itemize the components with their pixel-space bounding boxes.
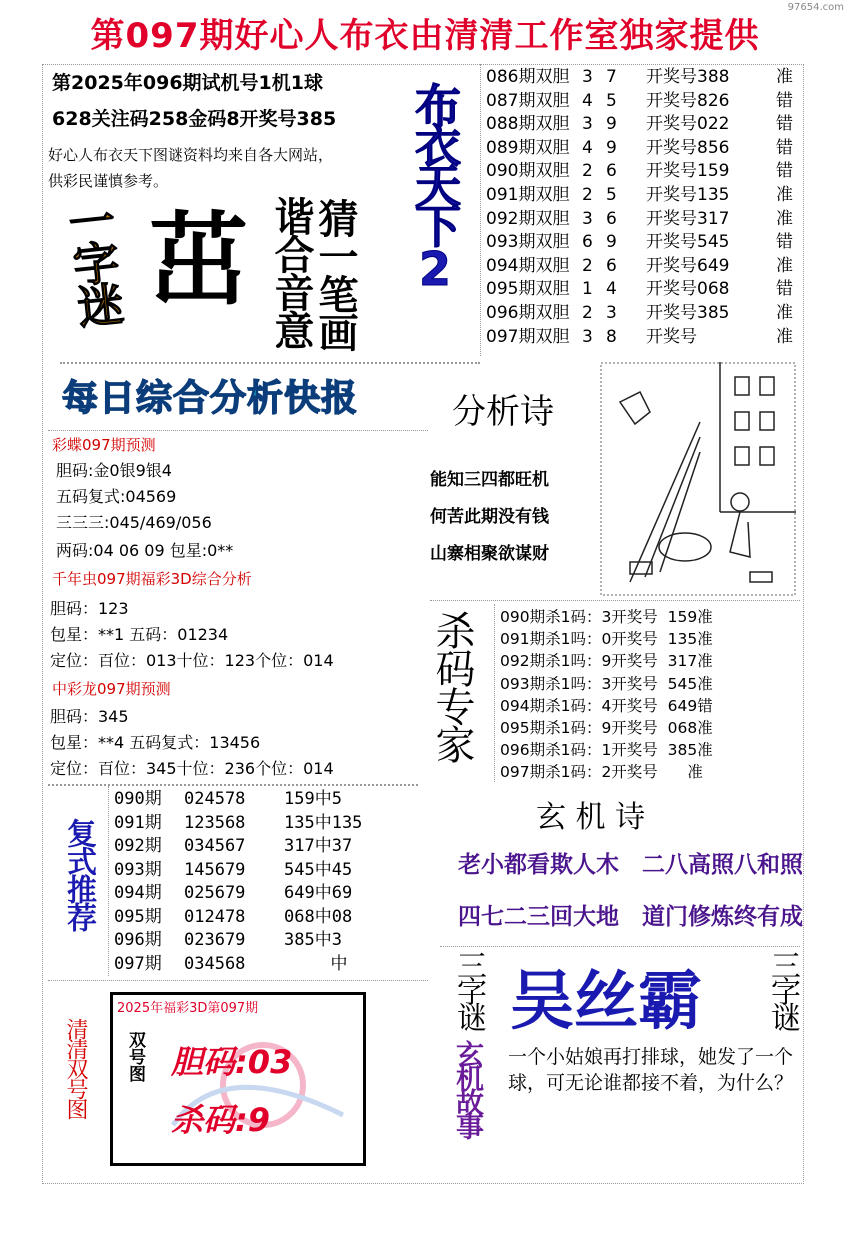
kill-label: 杀码专家 [429,610,475,762]
double-dan-draw: 开奖号856 [646,137,730,158]
qnc-line-2: 包星：**1 五码：01234 [50,625,229,644]
story-text: 一个小姑娘再打排球，她发了一个球，可无论谁都接不着，为什么？ [508,1046,794,1094]
qnc-line-3: 定位：百位：013十位：123个位：014 [50,651,334,670]
xuanji-line-2b: 道门修炼终有成 [642,904,803,930]
zcl-line-1: 胆码：345 [50,707,129,726]
fushi-r: 068中08 [284,906,353,927]
double-dan-period: 092期双胆 [486,208,570,229]
double-dan-row [486,160,796,184]
page-title: 第097期好心人布衣由清清工作室独家提供 [90,16,760,56]
poem-line: 能知三四都旺机 [430,470,549,490]
double-dan-result: 错 [776,90,793,111]
double-dan-draw: 开奖号022 [646,114,730,135]
double-dan-d2: 5 [606,184,617,205]
double-dan-d2: 6 [606,161,617,182]
riddle-left-label: 一字迷 [59,195,127,327]
double-dan-result: 错 [776,232,793,253]
kill-row: 093期杀1吗：3开奖号 545准 [500,674,713,693]
zcl-line-2: 包星：**4 五码复式：13456 [50,733,261,752]
trial-line-1: 第2025年096期试机号1机1球 [52,72,323,94]
xuanji-line-1b: 二八高照八和照 [642,852,803,878]
double-dan-table [486,66,796,349]
fushi-n: 145679 [184,859,246,880]
double-dan-draw: 开奖号317 [646,208,730,229]
xuanji-title: 玄 机 诗 [536,800,646,835]
double-dan-d2: 9 [606,137,617,158]
qingqing-box-title: 2025年福彩3D第097期 [117,1001,259,1016]
double-dan-d2: 6 [606,208,617,229]
fushi-p: 095期 [114,906,162,927]
farm-illustration [600,362,796,596]
double-dan-row [486,278,796,302]
xuanji-line-2a: 四七二三回大地 [458,904,619,930]
kill-row: 097期杀1码：2开奖号 准 [500,763,703,782]
double-dan-d1: 6 [582,232,593,253]
double-dan-d1: 1 [582,279,593,300]
double-dan-draw: 开奖号135 [646,184,730,205]
kill-row: 096期杀1码：1开奖号 385准 [500,741,713,760]
double-dan-draw: 开奖号 [646,326,697,347]
zcl-title: 中彩龙097期预测 [52,680,171,698]
fushi-p: 090期 [114,789,162,809]
sanzi-main: 吴丝霸 [510,964,702,1039]
double-dan-period: 094期双胆 [486,255,570,276]
double-dan-result: 准 [776,184,793,205]
double-dan-d1: 4 [582,137,593,158]
fushi-n: 034567 [184,836,246,856]
kill-row: 091期杀1吗：0开奖号 135准 [500,630,713,649]
double-dan-draw: 开奖号649 [646,255,730,276]
fushi-n: 024578 [184,789,246,809]
trial-note-2: 供彩民谨慎参考。 [48,172,169,190]
double-dan-d1: 3 [582,326,593,347]
double-dan-period: 089期双胆 [486,137,570,158]
qingqing-side-label: 双号图 [125,1031,145,1082]
double-dan-d1: 2 [582,184,593,205]
fushi-r: 中 [330,953,348,974]
fushi-p: 091期 [114,812,162,833]
xuanji-line-1a: 老小都看欺人木 [458,852,619,878]
double-dan-d1: 2 [582,161,593,182]
trial-line-2: 628关注码258金码8开奖号385 [52,108,337,130]
double-dan-draw: 开奖号068 [646,279,730,300]
double-dan-draw: 开奖号159 [646,161,730,182]
fushi-row [114,812,394,836]
fushi-p: 094期 [114,883,162,903]
caidie-line-2: 五码复式:04569 [56,487,177,506]
double-dan-row [486,231,796,255]
double-dan-draw: 开奖号385 [646,302,730,323]
kill-table [500,606,713,784]
poem-lines [430,462,549,573]
riddle-main-char: 茁 [148,201,248,319]
double-dan-period: 086期双胆 [486,67,570,87]
fushi-n: 123568 [184,812,246,833]
riddle-right-col-1: 猜一笔画 [312,198,358,350]
double-dan-d1: 3 [582,114,593,135]
double-dan-d1: 2 [582,302,593,323]
double-dan-d2: 5 [606,90,617,111]
double-dan-row [486,255,796,279]
qnc-title: 千年虫097期福彩3D综合分析 [52,570,252,588]
poem-line: 山寨相聚欲谋财 [430,544,549,564]
double-dan-d1: 3 [582,67,593,87]
double-dan-draw: 开奖号388 [646,67,730,87]
fushi-row [114,835,394,859]
double-dan-row [486,137,796,161]
double-dan-result: 错 [776,114,793,135]
double-dan-result: 错 [776,137,793,158]
double-dan-period: 097期双胆 [486,326,570,347]
double-dan-row [486,90,796,114]
double-dan-d2: 6 [606,255,617,276]
daily-report-title: 每日综合分析快报 [62,378,359,419]
fushi-n: 012478 [184,906,246,927]
kill-row: 095期杀1码：9开奖号 068准 [500,719,713,738]
kill-row: 092期杀1吗：9开奖号 317准 [500,652,713,671]
double-dan-d2: 9 [606,114,617,135]
double-dan-result: 准 [776,208,793,229]
double-dan-result: 错 [776,279,793,300]
kill-row: 090期杀1码：3开奖号 159准 [500,608,713,626]
double-dan-period: 096期双胆 [486,302,570,323]
fushi-p: 097期 [114,953,162,974]
double-dan-result: 准 [776,67,793,87]
sanzi-right-label: 三字谜 [765,950,800,1028]
fushi-p: 093期 [114,859,162,880]
brand-title: 布衣天下2 [408,82,462,290]
double-dan-d1: 3 [582,208,593,229]
qingqing-box [110,992,366,1166]
caidie-title: 彩蝶097期预测 [52,436,156,454]
fushi-r: 159中5 [284,789,342,809]
fushi-table [114,788,394,976]
trial-note-1: 好心人布衣天下图谜资料均来自各大网站， [48,146,334,164]
double-dan-period: 088期双胆 [486,114,570,135]
double-dan-row [486,113,796,137]
double-dan-result: 错 [776,161,793,182]
fushi-r: 385中3 [284,930,342,950]
double-dan-d2: 9 [606,232,617,253]
double-dan-result: 准 [776,302,793,323]
fushi-r: 317中37 [284,836,353,856]
qingqing-label: 清清双号图 [63,1018,88,1118]
double-dan-result: 准 [776,326,793,347]
riddle-right-col-2: 谐合音意 [268,196,314,348]
fushi-row [114,788,394,812]
double-dan-period: 087期双胆 [486,90,570,111]
caidie-line-3: 三三三:045/469/056 [56,513,212,532]
fushi-p: 096期 [114,930,162,950]
caidie-line-1: 胆码:金0银9银4 [56,461,172,480]
site-watermark: 97654.com [787,2,844,13]
double-dan-row [486,302,796,326]
fushi-row [114,882,394,906]
fushi-row [114,953,394,977]
double-dan-period: 095期双胆 [486,279,570,300]
double-dan-period: 091期双胆 [486,184,570,205]
double-dan-draw: 开奖号545 [646,232,730,253]
poem-title: 分析诗 [452,392,554,432]
double-dan-d1: 2 [582,255,593,276]
double-dan-d2: 8 [606,326,617,347]
double-dan-result: 准 [776,255,793,276]
fushi-n: 034568 [184,953,246,974]
qingqing-dan: 胆码:03 [171,1043,293,1081]
fushi-row [114,929,394,953]
double-dan-d1: 4 [582,90,593,111]
fushi-r: 545中45 [284,859,353,880]
fushi-n: 025679 [184,883,246,903]
story-label: 玄机故事 [452,1040,485,1136]
double-dan-row [486,184,796,208]
fushi-r: 135中135 [284,812,363,833]
qnc-line-1: 胆码：123 [50,599,129,618]
fushi-n: 023679 [184,930,246,950]
double-dan-row [486,66,796,90]
fushi-label: 复式推荐 [61,818,96,930]
sanzi-left-label: 三字谜 [451,950,486,1028]
double-dan-period: 093期双胆 [486,232,570,253]
poem-line: 何苦此期没有钱 [430,507,549,527]
caidie-line-4: 两码:04 06 09 包星:0** [56,541,234,560]
fushi-p: 092期 [114,836,162,856]
double-dan-draw: 开奖号826 [646,90,730,111]
kill-row: 094期杀1码：4开奖号 649错 [500,696,713,715]
double-dan-row [486,326,796,350]
double-dan-d2: 3 [606,302,617,323]
double-dan-d2: 4 [606,279,617,300]
fushi-row [114,859,394,883]
double-dan-d2: 7 [606,67,617,87]
qingqing-sha: 杀码:9 [171,1101,271,1139]
fushi-r: 649中69 [284,883,353,903]
fushi-row [114,906,394,930]
double-dan-period: 090期双胆 [486,161,570,182]
double-dan-row [486,208,796,232]
zcl-line-3: 定位：百位：345十位：236个位：014 [50,759,334,778]
